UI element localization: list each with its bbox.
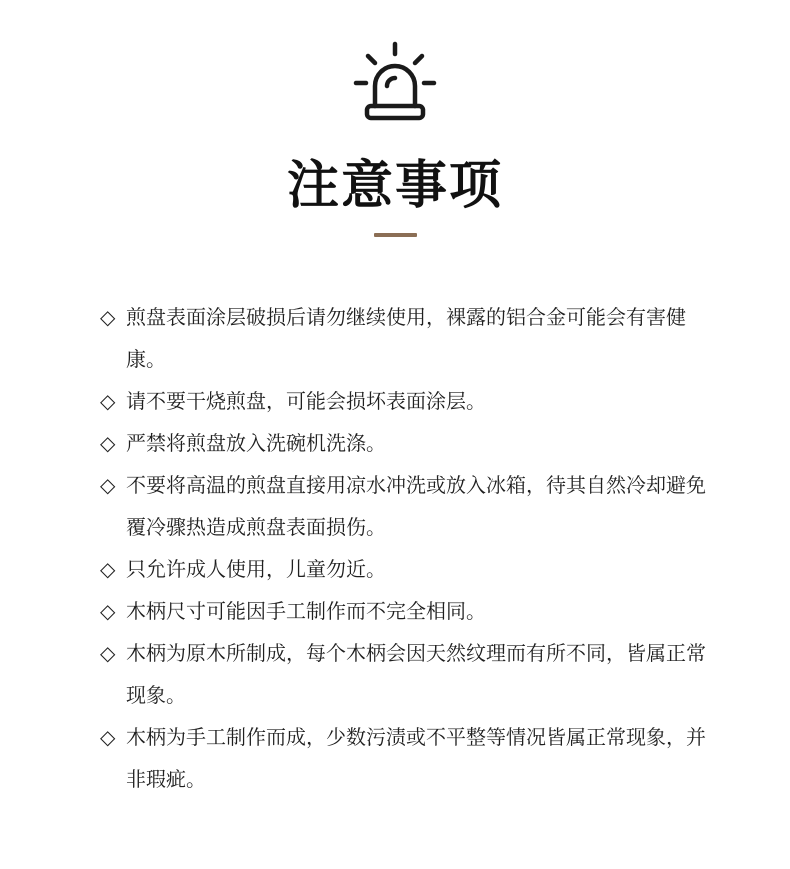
list-item — [100, 632, 720, 716]
diamond-bullet-icon: ◇ — [100, 641, 116, 665]
list-item — [100, 716, 720, 800]
notice-text: 木柄尺寸可能因手工制作而不完全相同。 — [126, 599, 486, 623]
diamond-bullet-icon: ◇ — [100, 725, 116, 749]
list-item — [100, 422, 720, 464]
list-item — [100, 296, 720, 380]
list-item — [100, 464, 720, 548]
alarm-siren-icon — [353, 40, 437, 122]
notice-text: 严禁将煎盘放入洗碗机洗涤。 — [126, 431, 386, 455]
diamond-bullet-icon: ◇ — [100, 473, 116, 497]
diamond-bullet-icon: ◇ — [100, 305, 116, 329]
header-icon-container — [0, 40, 790, 122]
diamond-bullet-icon: ◇ — [100, 389, 116, 413]
list-item — [100, 590, 720, 632]
notice-text: 请不要干烧煎盘，可能会损坏表面涂层。 — [126, 389, 486, 413]
notice-text: 不要将高温的煎盘直接用凉水冲洗或放入冰箱，待其自然冷却避免覆冷骤热造成煎盘表面损伤。 — [126, 473, 706, 539]
notice-text: 只允许成人使用，儿童勿近。 — [126, 557, 386, 581]
diamond-bullet-icon: ◇ — [100, 431, 116, 455]
notice-text: 木柄为手工制作而成，少数污渍或不平整等情况皆属正常现象，并非瑕疵。 — [126, 725, 706, 791]
notice-text: 木柄为原木所制成，每个木柄会因天然纹理而有所不同，皆属正常现象。 — [126, 641, 706, 707]
list-item — [100, 380, 720, 422]
diamond-bullet-icon: ◇ — [100, 557, 116, 581]
list-item — [100, 548, 720, 590]
notice-list — [100, 296, 720, 800]
diamond-bullet-icon: ◇ — [100, 599, 116, 623]
notice-text: 煎盘表面涂层破损后请勿继续使用，裸露的铝合金可能会有害健康。 — [126, 305, 686, 371]
title-underline — [374, 233, 417, 237]
page-title: 注意事项 — [286, 156, 503, 216]
